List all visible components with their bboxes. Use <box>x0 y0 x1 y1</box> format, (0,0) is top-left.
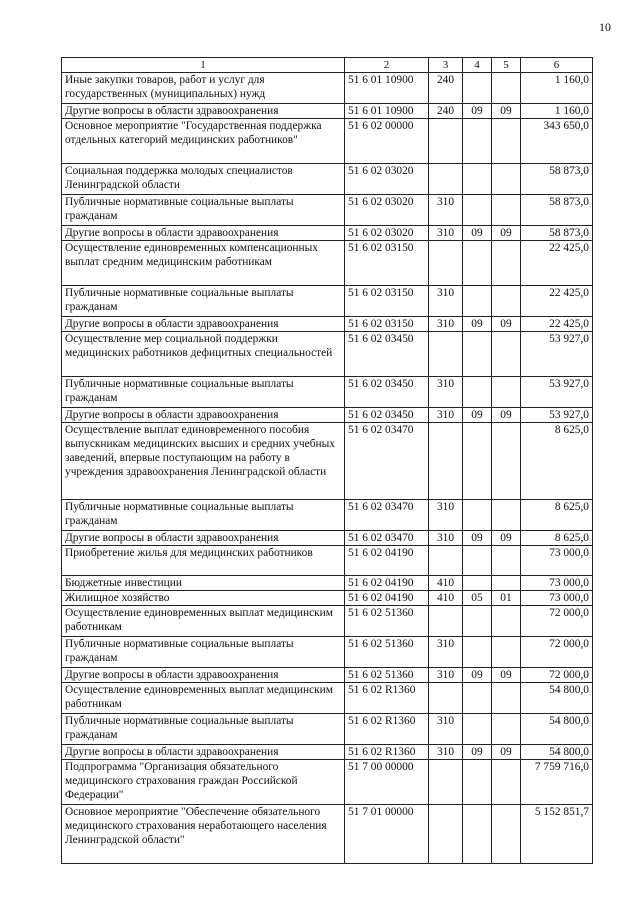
row-code: 51 7 01 00000 <box>345 805 429 864</box>
row-name: Другие вопросы в области здравоохранения <box>62 408 345 423</box>
column-header: 4 <box>463 58 492 73</box>
row-col-3: 310 <box>429 195 463 226</box>
row-amount: 72 000,0 <box>521 606 593 637</box>
row-col-4: 09 <box>463 226 492 241</box>
row-name: Подпрограмма "Организация обязательного медицинского страхования граждан Российской Федерации" <box>62 760 345 805</box>
row-col-3 <box>429 683 463 714</box>
row-name: Жилищное хозяйство <box>62 591 345 606</box>
row-name: Осуществление единовременных компенсационных выплат средним медицинским работникам <box>62 241 345 286</box>
row-name: Другие вопросы в области здравоохранения <box>62 104 345 119</box>
row-col-4: 05 <box>463 591 492 606</box>
row-code: 51 6 02 04190 <box>345 546 429 576</box>
row-col-4: 09 <box>463 745 492 760</box>
row-col-5 <box>492 73 521 104</box>
row-code: 51 7 00 00000 <box>345 760 429 805</box>
row-col-4 <box>463 714 492 745</box>
row-col-3: 310 <box>429 377 463 408</box>
table-row <box>62 423 593 500</box>
row-col-3: 240 <box>429 104 463 119</box>
row-code: 51 6 02 04190 <box>345 591 429 606</box>
row-col-5 <box>492 286 521 317</box>
row-col-3 <box>429 119 463 164</box>
row-amount: 22 425,0 <box>521 317 593 332</box>
row-name: Другие вопросы в области здравоохранения <box>62 745 345 760</box>
row-col-3: 310 <box>429 408 463 423</box>
row-col-5: 09 <box>492 668 521 683</box>
row-col-3: 310 <box>429 668 463 683</box>
row-col-3 <box>429 760 463 805</box>
row-col-5 <box>492 423 521 500</box>
row-name: Приобретение жилья для медицинских работников <box>62 546 345 576</box>
row-name: Другие вопросы в области здравоохранения <box>62 668 345 683</box>
row-amount: 58 873,0 <box>521 226 593 241</box>
column-header: 3 <box>429 58 463 73</box>
row-col-3: 310 <box>429 317 463 332</box>
row-amount: 54 800,0 <box>521 714 593 745</box>
row-amount: 5 152 851,7 <box>521 805 593 864</box>
row-amount: 53 927,0 <box>521 408 593 423</box>
table-row <box>62 241 593 286</box>
row-code: 51 6 02 51360 <box>345 637 429 668</box>
row-col-3 <box>429 164 463 195</box>
row-code: 51 6 02 03450 <box>345 377 429 408</box>
row-name: Публичные нормативные социальные выплаты гражданам <box>62 377 345 408</box>
row-code: 51 6 02 03150 <box>345 241 429 286</box>
row-amount: 8 625,0 <box>521 500 593 531</box>
row-name: Другие вопросы в области здравоохранения <box>62 531 345 546</box>
table-row <box>62 500 593 531</box>
row-code: 51 6 02 51360 <box>345 606 429 637</box>
row-code: 51 6 02 03150 <box>345 286 429 317</box>
row-col-4 <box>463 377 492 408</box>
row-col-3 <box>429 606 463 637</box>
column-header: 2 <box>345 58 429 73</box>
row-col-5 <box>492 637 521 668</box>
table-row <box>62 531 593 546</box>
row-code: 51 6 02 51360 <box>345 668 429 683</box>
row-col-4 <box>463 546 492 576</box>
row-name: Бюджетные инвестиции <box>62 576 345 591</box>
row-name: Иные закупки товаров, работ и услуг для государственных (муниципальных) нужд <box>62 73 345 104</box>
row-col-3 <box>429 332 463 377</box>
row-col-3 <box>429 546 463 576</box>
row-col-5 <box>492 241 521 286</box>
row-amount: 73 000,0 <box>521 576 593 591</box>
row-amount: 73 000,0 <box>521 546 593 576</box>
row-code: 51 6 02 03020 <box>345 226 429 241</box>
row-amount: 58 873,0 <box>521 164 593 195</box>
row-name: Другие вопросы в области здравоохранения <box>62 317 345 332</box>
row-col-5: 09 <box>492 408 521 423</box>
page-number: 10 <box>599 20 611 34</box>
row-col-5: 09 <box>492 531 521 546</box>
row-col-5 <box>492 195 521 226</box>
row-col-5: 01 <box>492 591 521 606</box>
row-col-5: 09 <box>492 104 521 119</box>
row-amount: 72 000,0 <box>521 668 593 683</box>
row-col-5 <box>492 606 521 637</box>
row-amount: 8 625,0 <box>521 531 593 546</box>
table-row <box>62 591 593 606</box>
row-code: 51 6 02 03470 <box>345 500 429 531</box>
row-col-3: 310 <box>429 637 463 668</box>
row-col-5 <box>492 119 521 164</box>
row-amount: 8 625,0 <box>521 423 593 500</box>
row-col-4 <box>463 241 492 286</box>
row-amount: 53 927,0 <box>521 377 593 408</box>
table-row <box>62 73 593 104</box>
row-col-4 <box>463 119 492 164</box>
row-col-4 <box>463 637 492 668</box>
row-name: Осуществление выплат единовременного пособия выпускникам медицинских высших и средних учебных заведений, впервые поступающим на работу в учреждения здравоохранения Ленинградской области <box>62 423 345 500</box>
table-row <box>62 226 593 241</box>
row-col-3: 410 <box>429 576 463 591</box>
row-amount: 343 650,0 <box>521 119 593 164</box>
table-row <box>62 119 593 164</box>
row-name: Публичные нормативные социальные выплаты гражданам <box>62 637 345 668</box>
row-code: 51 6 02 03020 <box>345 195 429 226</box>
row-name: Осуществление единовременных выплат медицинским работникам <box>62 606 345 637</box>
table-row <box>62 668 593 683</box>
table-row <box>62 546 593 576</box>
row-col-4 <box>463 195 492 226</box>
table-row <box>62 576 593 591</box>
row-amount: 22 425,0 <box>521 286 593 317</box>
row-code: 51 6 02 03470 <box>345 531 429 546</box>
table-row <box>62 606 593 637</box>
row-name: Социальная поддержка молодых специалистов Ленинградской области <box>62 164 345 195</box>
table-row <box>62 683 593 714</box>
row-col-4 <box>463 164 492 195</box>
row-col-3 <box>429 241 463 286</box>
row-col-5: 09 <box>492 745 521 760</box>
row-col-5 <box>492 714 521 745</box>
row-col-4 <box>463 683 492 714</box>
row-col-4 <box>463 423 492 500</box>
row-code: 51 6 02 R1360 <box>345 714 429 745</box>
row-col-4 <box>463 576 492 591</box>
row-col-4 <box>463 606 492 637</box>
table-row <box>62 760 593 805</box>
row-col-3: 310 <box>429 714 463 745</box>
row-col-4: 09 <box>463 317 492 332</box>
row-code: 51 6 02 03450 <box>345 408 429 423</box>
row-col-3: 310 <box>429 745 463 760</box>
row-col-5 <box>492 332 521 377</box>
row-amount: 54 800,0 <box>521 745 593 760</box>
table-row <box>62 195 593 226</box>
row-col-5: 09 <box>492 226 521 241</box>
row-amount: 54 800,0 <box>521 683 593 714</box>
row-col-4 <box>463 805 492 864</box>
row-col-4 <box>463 73 492 104</box>
table-row <box>62 317 593 332</box>
table-row <box>62 637 593 668</box>
row-code: 51 6 02 03450 <box>345 332 429 377</box>
row-col-5 <box>492 164 521 195</box>
table-row <box>62 377 593 408</box>
row-amount: 73 000,0 <box>521 591 593 606</box>
row-col-5 <box>492 760 521 805</box>
row-col-4 <box>463 500 492 531</box>
row-col-4: 09 <box>463 668 492 683</box>
row-col-3: 310 <box>429 286 463 317</box>
table-row <box>62 286 593 317</box>
row-col-3 <box>429 805 463 864</box>
row-name: Публичные нормативные социальные выплаты гражданам <box>62 714 345 745</box>
row-name: Публичные нормативные социальные выплаты гражданам <box>62 195 345 226</box>
row-col-3: 410 <box>429 591 463 606</box>
row-col-5 <box>492 500 521 531</box>
column-header: 5 <box>492 58 521 73</box>
row-name: Основное мероприятие "Обеспечение обязательного медицинского страхования неработающего населения Ленинградской области" <box>62 805 345 864</box>
row-code: 51 6 01 10900 <box>345 104 429 119</box>
row-code: 51 6 02 03470 <box>345 423 429 500</box>
row-name: Осуществление единовременных выплат медицинским работникам <box>62 683 345 714</box>
row-code: 51 6 02 03150 <box>345 317 429 332</box>
column-header: 1 <box>62 58 345 73</box>
row-code: 51 6 02 R1360 <box>345 683 429 714</box>
table-row <box>62 332 593 377</box>
row-col-4: 09 <box>463 531 492 546</box>
row-col-4 <box>463 332 492 377</box>
row-col-3 <box>429 423 463 500</box>
row-col-4 <box>463 760 492 805</box>
row-name: Публичные нормативные социальные выплаты гражданам <box>62 500 345 531</box>
table-row <box>62 164 593 195</box>
row-amount: 7 759 716,0 <box>521 760 593 805</box>
row-amount: 1 160,0 <box>521 73 593 104</box>
row-col-4: 09 <box>463 104 492 119</box>
row-name: Основное мероприятие "Государственная поддержка отдельных категорий медицинских работников" <box>62 119 345 164</box>
row-amount: 1 160,0 <box>521 104 593 119</box>
row-col-5 <box>492 546 521 576</box>
table-header-row <box>62 58 593 73</box>
table-row <box>62 104 593 119</box>
column-header: 6 <box>521 58 593 73</box>
table-row <box>62 408 593 423</box>
row-code: 51 6 02 03020 <box>345 164 429 195</box>
budget-table <box>61 57 593 864</box>
row-col-4: 09 <box>463 408 492 423</box>
row-name: Другие вопросы в области здравоохранения <box>62 226 345 241</box>
row-col-3: 310 <box>429 531 463 546</box>
row-amount: 72 000,0 <box>521 637 593 668</box>
row-col-5 <box>492 576 521 591</box>
row-name: Осуществление мер социальной поддержки медицинских работников дефицитных специальностей <box>62 332 345 377</box>
row-code: 51 6 02 04190 <box>345 576 429 591</box>
row-amount: 22 425,0 <box>521 241 593 286</box>
row-col-5 <box>492 683 521 714</box>
row-amount: 53 927,0 <box>521 332 593 377</box>
row-col-5 <box>492 805 521 864</box>
row-code: 51 6 01 10900 <box>345 73 429 104</box>
row-col-3: 240 <box>429 73 463 104</box>
row-col-3: 310 <box>429 226 463 241</box>
table-row <box>62 745 593 760</box>
row-code: 51 6 02 00000 <box>345 119 429 164</box>
row-col-3: 310 <box>429 500 463 531</box>
table-row <box>62 714 593 745</box>
row-col-4 <box>463 286 492 317</box>
row-amount: 58 873,0 <box>521 195 593 226</box>
row-code: 51 6 02 R1360 <box>345 745 429 760</box>
row-name: Публичные нормативные социальные выплаты гражданам <box>62 286 345 317</box>
table-row <box>62 805 593 864</box>
row-col-5: 09 <box>492 317 521 332</box>
row-col-5 <box>492 377 521 408</box>
